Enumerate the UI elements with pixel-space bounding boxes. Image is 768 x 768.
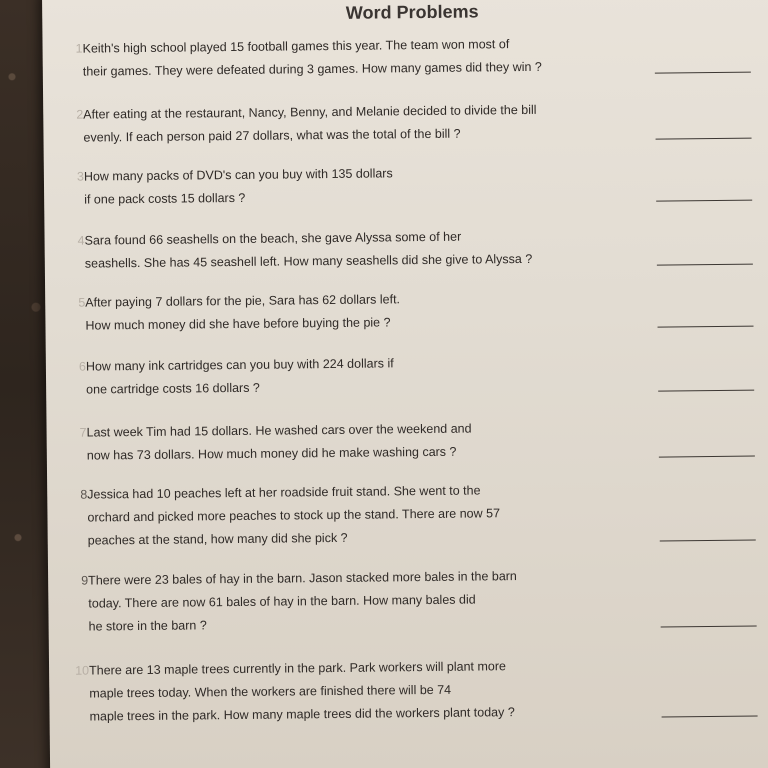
problem-line: How many packs of DVD's can you buy with 135 dollars xyxy=(83,166,393,184)
problem-line: their games. They were defeated during 3 games. How many games did they win ? xyxy=(82,59,542,79)
problem-number: 7 xyxy=(79,425,87,440)
problem-line: After eating at the restaurant, Nancy, Benny, and Melanie decided to divide the bill xyxy=(83,102,537,122)
problem-6 xyxy=(78,349,746,402)
problem-number: 3 xyxy=(76,169,84,184)
problem-2 xyxy=(76,97,743,150)
problem-line: orchard and picked more peaches to stock up the stand. There are now 57 xyxy=(87,506,501,525)
problem-9 xyxy=(81,563,749,639)
problem-line: After paying 7 dollars for the pie, Sara has 62 dollars left. xyxy=(85,292,401,310)
problem-line: evenly. If each person paid 27 dollars, what was the total of the bill ? xyxy=(83,126,461,145)
problem-line: if one pack costs 15 dollars ? xyxy=(84,190,246,207)
problem-number: 9 xyxy=(81,573,89,588)
problem-line: Last week Tim had 15 dollars. He washed cars over the weekend and xyxy=(86,421,472,440)
problem-line: seashells. She has 45 seashell left. How many seashells did she give to Alyssa ? xyxy=(84,251,533,271)
problem-number: 10 xyxy=(75,663,90,678)
problem-line: today. There are now 61 bales of hay in the barn. How many bales did xyxy=(88,592,476,611)
problem-line: he store in the barn ? xyxy=(88,618,207,634)
problem-4 xyxy=(77,223,744,276)
problem-line: maple trees in the park. How many maple trees did the workers plant today ? xyxy=(89,705,515,724)
problem-7 xyxy=(79,415,746,468)
problem-line: How much money did she have before buying the pie ? xyxy=(85,315,391,333)
problem-line: There were 23 bales of hay in the barn. Jason stacked more bales in the barn xyxy=(88,569,517,588)
problem-5 xyxy=(78,285,745,338)
problem-number: 8 xyxy=(80,487,88,502)
problem-number: 1 xyxy=(75,41,83,56)
problem-line: How many ink cartridges can you buy with 224 dollars if xyxy=(85,356,394,374)
problem-1 xyxy=(75,31,742,84)
problem-line: peaches at the stand, how many did she pick ? xyxy=(87,530,348,548)
problem-line: There are 13 maple trees currently in the park. Park workers will plant more xyxy=(89,659,506,678)
problem-line: now has 73 dollars. How much money did he make washing cars ? xyxy=(86,444,457,463)
worksheet-paper xyxy=(42,0,768,768)
problem-line: one cartridge costs 16 dollars ? xyxy=(86,380,260,397)
problem-3 xyxy=(76,159,744,212)
problem-number: 6 xyxy=(78,359,86,374)
problem-8 xyxy=(80,477,748,553)
worksheet-title: Word Problems xyxy=(345,1,479,23)
problem-line: maple trees today. When the workers are finished there will be 74 xyxy=(89,682,452,701)
problem-10 xyxy=(75,653,750,729)
problem-number: 4 xyxy=(77,233,85,248)
problem-line: Sara found 66 seashells on the beach, she gave Alyssa some of her xyxy=(84,229,462,248)
problem-line: Jessica had 10 peaches left at her roadside fruit stand. She went to the xyxy=(87,483,481,502)
problem-line: Keith's high school played 15 football games this year. The team won most of xyxy=(82,37,510,56)
problem-number: 2 xyxy=(76,107,84,122)
problem-number: 5 xyxy=(78,295,86,310)
